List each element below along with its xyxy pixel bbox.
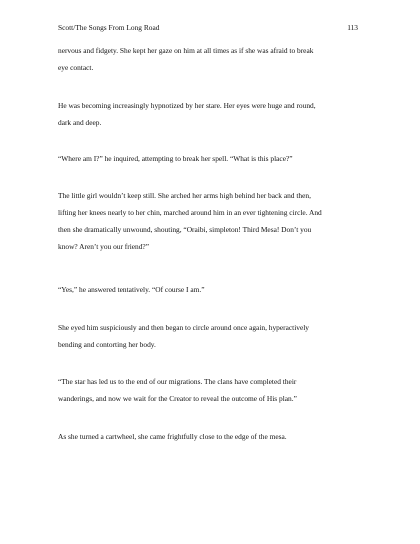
text-line: “Yes,” he answered tentatively. “Of course I am.” (58, 285, 205, 294)
text-line: “Where am I?” he inquired, attempting to break her spell. “What is this place?” (58, 154, 293, 163)
text-line: nervous and fidgety. She kept her gaze on him at all times as if she was afraid to break (58, 46, 314, 55)
text-line: bending and contorting her body. (58, 340, 156, 349)
paragraph-1 (58, 42, 368, 76)
paragraph-2 (58, 97, 368, 131)
text-line: The little girl wouldn’t keep still. She arched her arms high behind her back and then, (58, 191, 311, 200)
text-line: dark and deep. (58, 118, 102, 127)
paragraph-7 (58, 373, 368, 407)
text-line: then she dramatically unwound, shouting, “Oraibi, simpleton! Third Mesa! Don’t you (58, 225, 312, 234)
text-line: He was becoming increasingly hypnotized by her stare. Her eyes were huge and round, (58, 101, 316, 110)
paragraph-8 (58, 428, 368, 445)
paragraph-6 (58, 319, 368, 353)
paragraph-4 (58, 187, 368, 255)
text-line: lifting her knees nearly to her chin, marched around him in an ever tightening circle. And (58, 208, 322, 217)
text-line: As she turned a cartwheel, she came frightfully close to the edge of the mesa. (58, 432, 287, 441)
paragraph-5 (58, 281, 368, 298)
text-line: know? Aren’t you our friend?” (58, 242, 149, 251)
page-header (58, 22, 358, 34)
text-line: “The star has led us to the end of our migrations. The clans have completed their (58, 377, 297, 386)
paragraph-3 (58, 150, 368, 167)
page-number: 113 (347, 23, 358, 32)
text-line: wanderings, and now we wait for the Creator to reveal the outcome of His plan.” (58, 394, 297, 403)
running-title: Scott/The Songs From Long Road (58, 23, 160, 32)
text-line: eye contact. (58, 63, 94, 72)
text-line: She eyed him suspiciously and then began to circle around once again, hyperactively (58, 323, 309, 332)
